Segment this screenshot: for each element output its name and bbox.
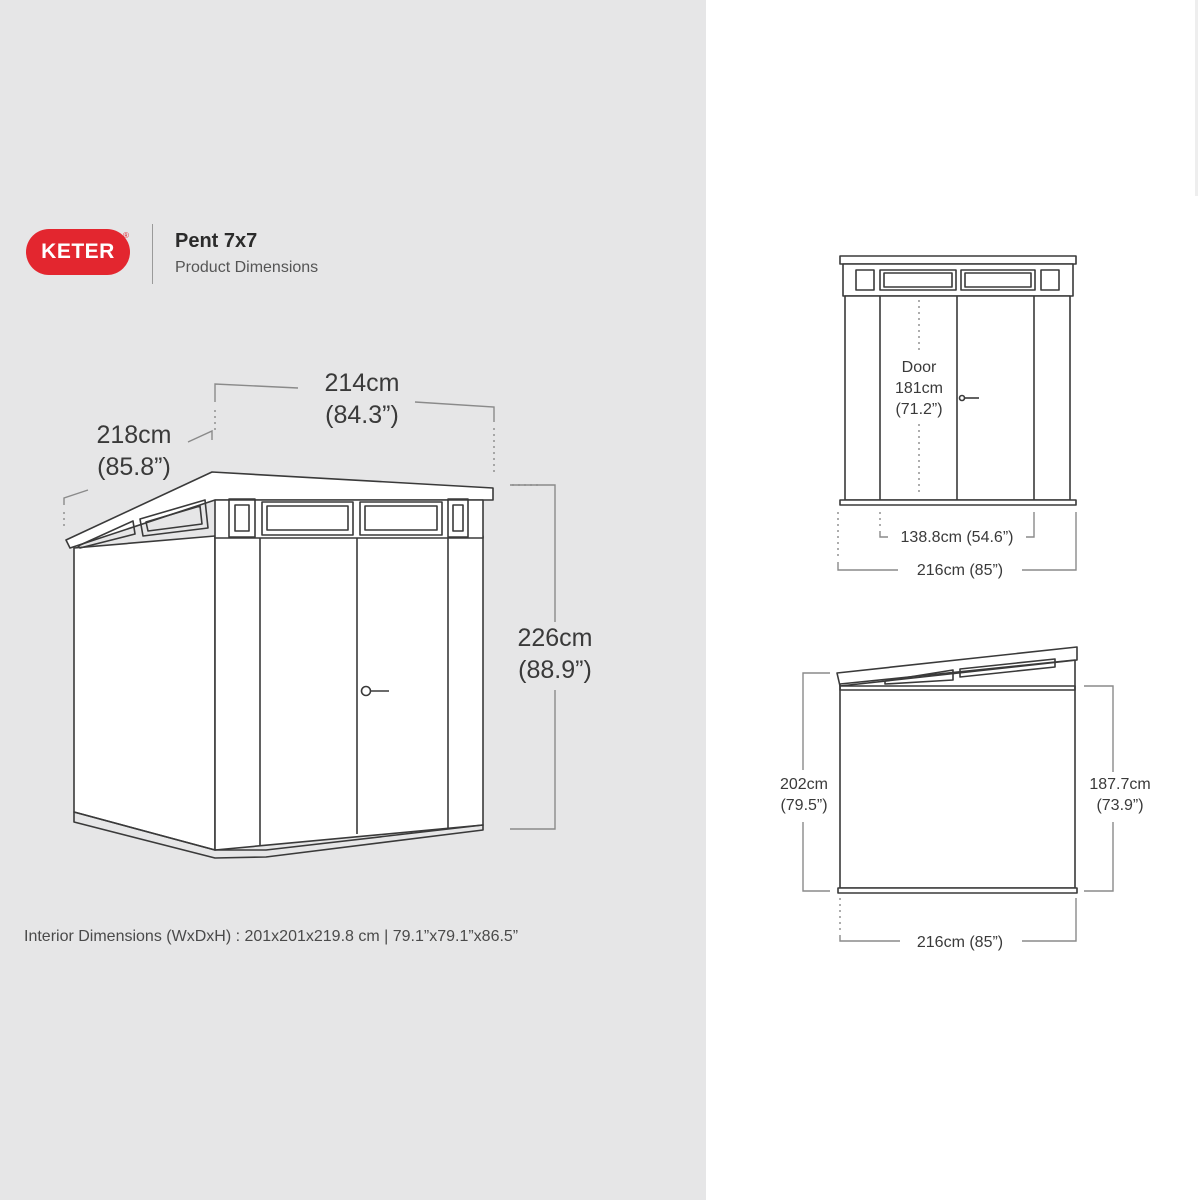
height-inch: (88.9”) (518, 656, 592, 684)
height-cm: 226cm (517, 624, 593, 652)
depth-inch: (85.8”) (97, 453, 171, 481)
depth-label (82, 419, 186, 483)
side-height-high-inch: (79.5”) (780, 797, 828, 814)
logo-text: KETER (41, 240, 115, 263)
side-view-drawing (837, 647, 1077, 893)
door-height-label (879, 357, 959, 420)
product-title: Pent 7x7 (175, 230, 258, 252)
width-inch: (84.3”) (325, 401, 399, 429)
door-width-label: 138.8cm (54.6”) (900, 529, 1014, 546)
logo-registered-mark: ® (123, 231, 129, 240)
product-subtitle: Product Dimensions (175, 259, 319, 276)
side-height-low-inch: (73.9”) (1096, 797, 1144, 814)
width-label (310, 367, 414, 431)
door-height-cm: 181cm (894, 380, 944, 397)
side-height-low-label (1080, 774, 1160, 816)
front-total-width-label: 216cm (85”) (916, 562, 1004, 579)
side-height-high-cm: 202cm (779, 776, 829, 793)
side-depth-label: 216cm (85”) (916, 934, 1004, 951)
width-cm: 214cm (324, 369, 400, 397)
depth-cm: 218cm (96, 421, 172, 449)
door-height-inch: (71.2”) (895, 401, 943, 418)
door-word: Door (901, 359, 937, 376)
perspective-shed-drawing (66, 472, 493, 858)
height-label (503, 622, 607, 686)
side-height-low-cm: 187.7cm (1089, 776, 1151, 793)
side-height-high-label (770, 774, 838, 816)
interior-dimensions: Interior Dimensions (WxDxH) : 201x201x219.8 cm | 79.1”x79.1”x86.5” (24, 928, 519, 945)
